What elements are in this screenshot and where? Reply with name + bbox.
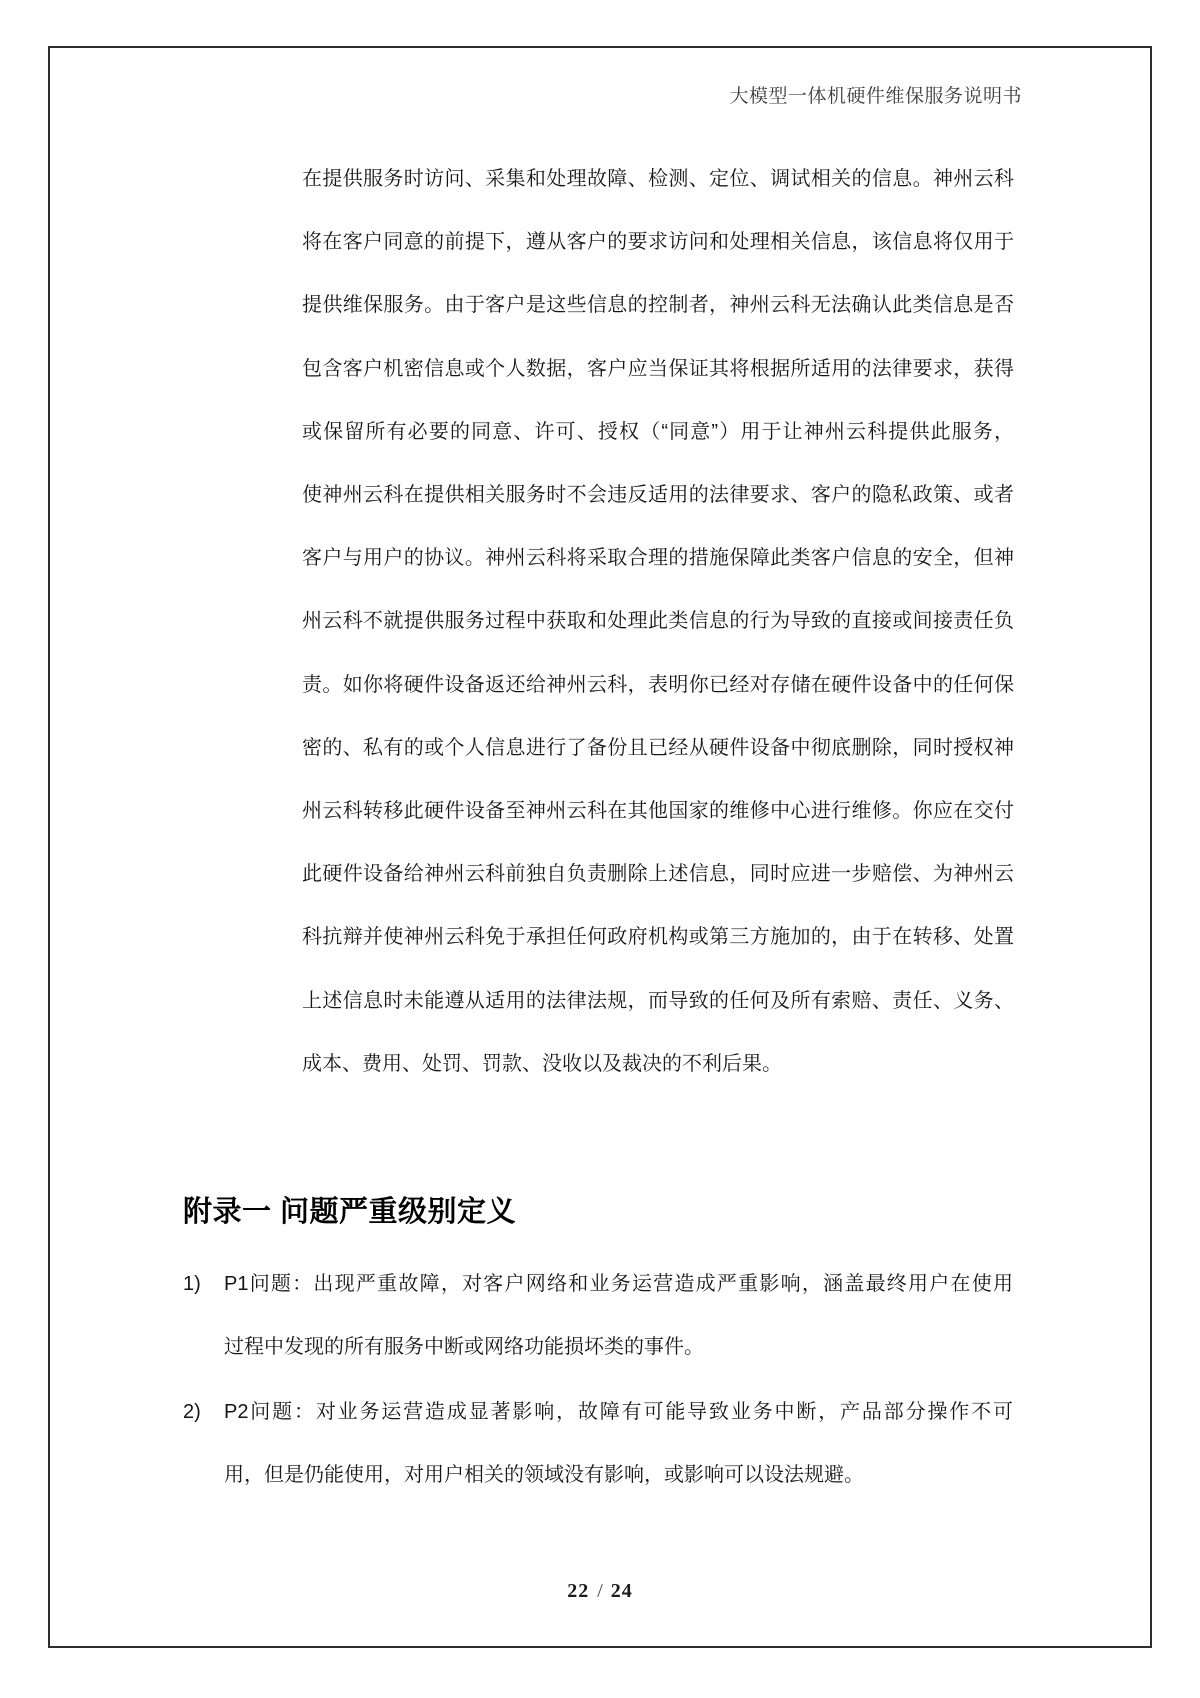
list-item-p1 — [183, 1253, 1013, 1379]
list-item-p1-text — [224, 1253, 1013, 1379]
body-line: 或保留所有必要的同意、许可、授权（“同意”）用于让神州云科提供此服务， — [302, 420, 1014, 443]
list-item-p2-text — [224, 1381, 1013, 1507]
body-line: 客户与用户的协议。神州云科将采取合理的措施保障此类客户信息的安全，但神 — [302, 547, 1014, 570]
list-line: P1问题：出现严重故障，对客户网络和业务运营造成严重影响，涵盖最终用户在使用 — [224, 1273, 1013, 1295]
page-footer — [0, 1578, 1200, 1604]
body-line: 提供维保服务。由于客户是这些信息的控制者，神州云科无法确认此类信息是否 — [302, 294, 1014, 317]
body-line: 科抗辩并使神州云科免于承担任何政府机构或第三方施加的，由于在转移、处置 — [302, 926, 1014, 949]
list-item-p2 — [183, 1381, 1013, 1507]
list-line: P2问题：对业务运营造成显著影响，故障有可能导致业务中断，产品部分操作不可 — [224, 1401, 1013, 1423]
list-line: 用，但是仍能使用，对用户相关的领域没有影响，或影响可以设法规避。 — [224, 1464, 864, 1487]
body-line: 使神州云科在提供相关服务时不会违反适用的法律要求、客户的隐私政策、或者 — [302, 484, 1014, 507]
list-item-p1-marker: 1) — [183, 1273, 201, 1295]
page-number-total: 24 — [610, 1580, 633, 1602]
list-item-p2-marker: 2) — [183, 1401, 201, 1423]
body-line: 包含客户机密信息或个人数据，客户应当保证其将根据所适用的法律要求，获得 — [302, 357, 1014, 380]
list-line: 过程中发现的所有服务中断或网络功能损坏类的事件。 — [224, 1336, 704, 1359]
page-header-title: 大模型一体机硬件维保服务说明书 — [729, 86, 1022, 107]
body-line: 此硬件设备给神州云科前独自负责删除上述信息，同时应进一步赔偿、为神州云 — [302, 863, 1014, 886]
body-line: 州云科转移此硬件设备至神州云科在其他国家的维修中心进行维修。你应在交付 — [302, 800, 1014, 823]
page-number-current: 22 — [567, 1580, 590, 1602]
body-line: 责。如你将硬件设备返还给神州云科，表明你已经对存储在硬件设备中的任何保 — [302, 673, 1014, 696]
body-line: 成本、费用、处罚、罚款、没收以及裁决的不利后果。 — [302, 1052, 782, 1075]
appendix-heading: 附录一 问题严重级别定义 — [183, 1196, 517, 1228]
body-paragraph — [302, 148, 1014, 1096]
body-line: 州云科不就提供服务过程中获取和处理此类信息的行为导致的直接或间接责任负 — [302, 610, 1014, 633]
body-line: 将在客户同意的前提下，遵从客户的要求访问和处理相关信息，该信息将仅用于 — [302, 231, 1014, 254]
body-line: 密的、私有的或个人信息进行了备份且已经从硬件设备中彻底删除，同时授权神 — [302, 736, 1014, 759]
body-line: 上述信息时未能遵从适用的法律法规，而导致的任何及所有索赔、责任、义务、 — [302, 989, 1014, 1012]
body-line: 在提供服务时访问、采集和处理故障、检测、定位、调试相关的信息。神州云科 — [302, 168, 1014, 190]
page-number-separator: / — [597, 1580, 603, 1602]
